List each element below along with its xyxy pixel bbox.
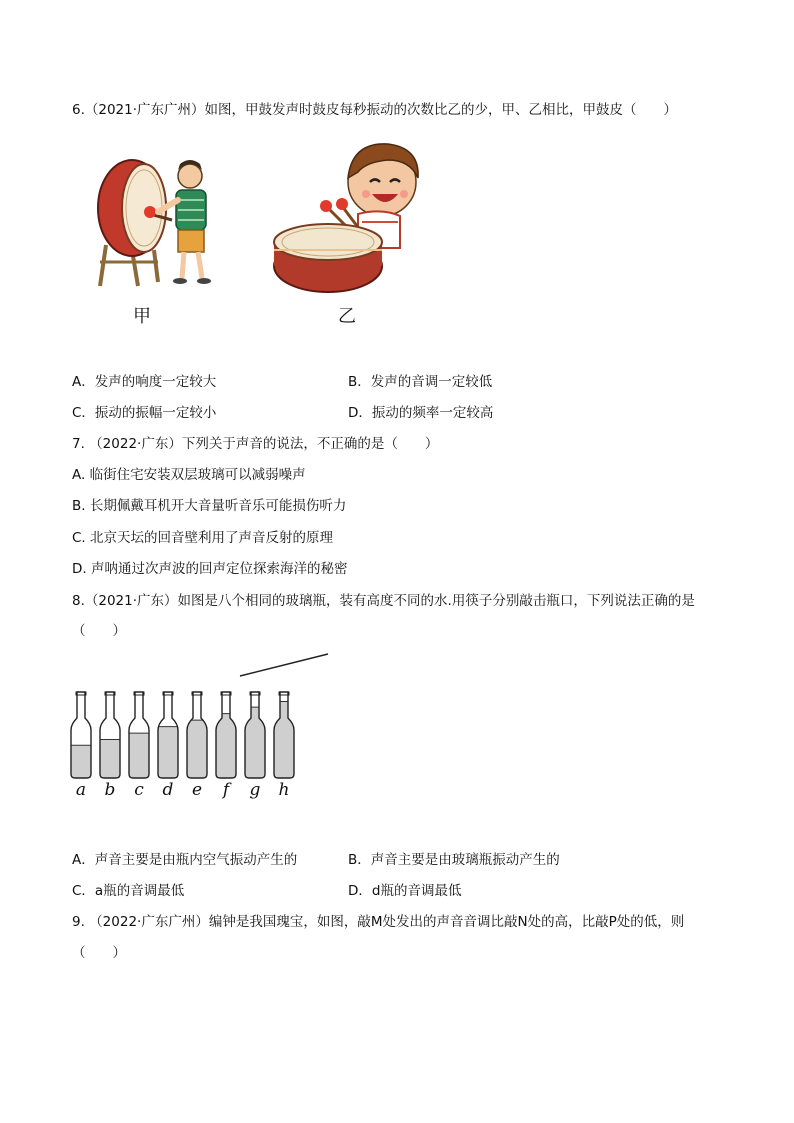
bottle-label-e: e bbox=[191, 780, 203, 800]
bottle-water-h bbox=[274, 701, 294, 778]
drum-jia-figure bbox=[92, 150, 232, 290]
q6-option-c: C．振动的振幅一定较小 bbox=[72, 405, 217, 421]
q8-option-d: D．d瓶的音调最低 bbox=[348, 883, 462, 899]
bottle-water-f bbox=[216, 714, 236, 778]
bottle-c bbox=[129, 692, 149, 778]
q9-stem-line1: 9. （2022·广东广州）编钟是我国瑰宝，如图，敲M处发出的声音音调比敲N处的高，比敲P处的低，则 bbox=[72, 914, 685, 930]
bottle-water-c bbox=[129, 733, 149, 778]
chopstick-figure bbox=[238, 652, 330, 678]
bottle-water-d bbox=[158, 727, 178, 778]
bottle-e bbox=[187, 692, 207, 778]
bottles-figure bbox=[68, 690, 304, 782]
q6-option-a: A．发声的响度一定较大 bbox=[72, 374, 217, 390]
q7-option-c: C. 北京天坛的回音壁利用了声音反射的原理 bbox=[72, 530, 334, 546]
label-yi: 乙 bbox=[338, 306, 356, 327]
bottle-label-b: b bbox=[104, 780, 116, 800]
bottle-water-a bbox=[71, 745, 91, 778]
bottle-label-a: a bbox=[75, 780, 87, 800]
q7-option-d: D. 声呐通过次声波的回声定位探索海洋的秘密 bbox=[72, 561, 348, 577]
bottle-label-c: c bbox=[134, 780, 144, 800]
q8-stem-line2: （ ） bbox=[72, 623, 126, 639]
q7-option-b: B. 长期佩戴耳机开大音量听音乐可能损伤听力 bbox=[72, 498, 347, 514]
q9-stem-line2: （ ） bbox=[72, 945, 126, 961]
q8-option-b: B．声音主要是由玻璃瓶振动产生的 bbox=[348, 852, 560, 868]
q6-option-b: B．发声的音调一定较低 bbox=[348, 374, 493, 390]
label-jia: 甲 bbox=[133, 306, 151, 327]
bottle-label-f: f bbox=[222, 780, 230, 800]
q7-option-a: A. 临街住宅安装双层玻璃可以减弱噪声 bbox=[72, 467, 306, 483]
bottle-g bbox=[245, 692, 265, 778]
bottle-label-d: d bbox=[162, 780, 174, 800]
q6-stem: 6.（2021·广东广州）如图，甲鼓发声时鼓皮每秒振动的次数比乙的少，甲、乙相比，甲鼓皮（ ） bbox=[72, 102, 678, 118]
bottle-a bbox=[71, 692, 91, 778]
q6-option-d: D．振动的频率一定较高 bbox=[348, 405, 494, 421]
bottle-f bbox=[216, 692, 236, 778]
bottle-label-h: h bbox=[278, 780, 290, 800]
bottle-water-g bbox=[245, 707, 265, 778]
bottle-label-g: g bbox=[249, 780, 261, 800]
bottle-d bbox=[158, 692, 178, 778]
bottle-h bbox=[274, 692, 294, 778]
q7-stem: 7. （2022·广东）下列关于声音的说法，不正确的是（ ） bbox=[72, 436, 439, 452]
bottle-b bbox=[100, 692, 120, 778]
bottle-water-e bbox=[187, 720, 207, 778]
q8-stem-line1: 8.（2021·广东）如图是八个相同的玻璃瓶，装有高度不同的水.用筷子分别敲击瓶口，下列说法正确的是 bbox=[72, 593, 695, 609]
q8-option-a: A．声音主要是由瓶内空气振动产生的 bbox=[72, 852, 298, 868]
drum-yi-figure bbox=[270, 138, 450, 298]
q8-option-c: C．a瓶的音调最低 bbox=[72, 883, 185, 899]
bottle-water-b bbox=[100, 740, 120, 778]
